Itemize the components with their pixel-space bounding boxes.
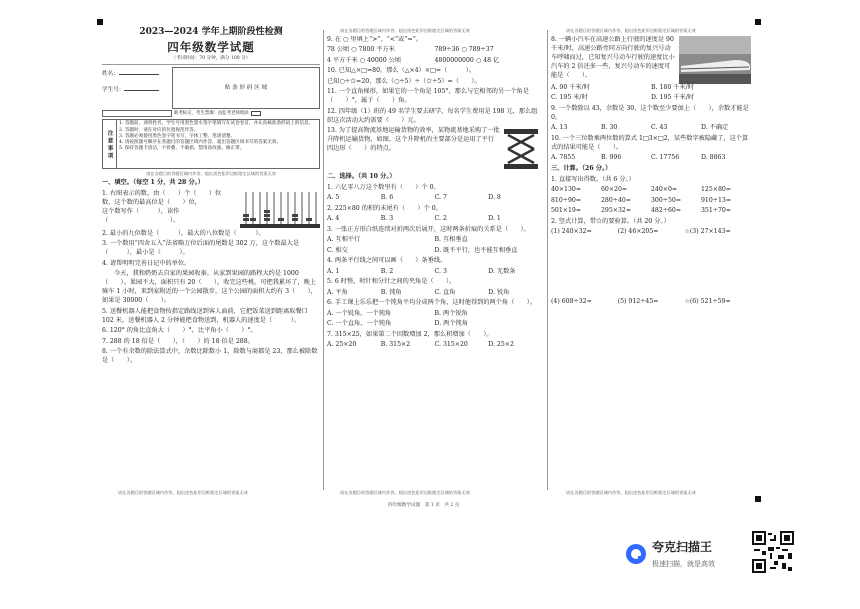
question-1-line: （ ）。 [102,216,180,224]
note-item: 1. 答题前，请将姓名、学生号用黑色墨水签字笔填写在试卷卷首，并认真核准条形码上的信息。 [119,121,314,127]
option[interactable]: A. 13 [551,124,568,132]
notes-list [117,120,319,168]
question-1-line: 1. 右图表示的数，由（ ）个（ ）位 [102,189,222,197]
corner-mark-top-left [97,19,103,25]
option[interactable]: C. 195 米/时 [551,94,588,102]
exam-title: 四年级数学试题 [167,40,255,55]
choice-8-options-b [551,94,751,103]
calc-item: (5) 912÷45= [617,297,659,305]
choice-7-options [327,341,542,350]
calc-item: (4) 608÷32= [551,297,592,305]
section-3-title: 三、计算。（26 分。） [551,165,612,173]
calc-item: 810÷90= [551,196,582,204]
bottom-notice-col2: 请在各题目的答题区域内作答，超出黑色矩形边框限定区域的答案无效 [340,490,470,495]
choice-4-options [327,268,542,277]
student-info-area [102,67,320,109]
note-item: 3. 答题必须使用黑色签字笔书写，字体工整、笔迹清楚。 [119,133,236,139]
absent-label: 缺考标记，考生禁填！由监考老师填涂 [174,110,249,116]
vertical-calc-row-2 [551,298,751,307]
question-6: 6. 120° 的角比直角大（ ）°，比平角小（ ）°。 [102,327,257,335]
option[interactable]: D. 8 [488,194,501,202]
note-item: 4. 请按照题号顺序在各题目的答题区域内作答，超出答题区域书写的答案无效。 [119,139,282,145]
option[interactable]: B. 两个锐角 [434,309,468,317]
barcode-area [172,67,320,109]
calc-row [551,186,751,195]
bottom-notice-col1: 请在各题目的答题区域内作答，超出黑色矩形边框限定区域的答案无效 [118,490,248,495]
option[interactable]: C. 7 [434,194,447,202]
question-11: 11. 一个直角梯形，如果它的一个角是 105°，那么与它相邻的另一个角是（ ）°，属于（ ）角。 [327,88,529,105]
question-1-line: 数，这个数的最高位是（ ）位， [102,198,201,206]
id-input[interactable] [124,90,159,91]
calc-item: 60×20= [601,186,628,194]
scanner-watermark [625,527,765,581]
option[interactable]: A. 4 [327,215,340,223]
option[interactable]: B. 30 [601,124,618,132]
option[interactable]: D. 两个钝角 [434,320,468,328]
question-10-a: 10. 已知△×□=80，那么（△×4）×□=（ ）。 [327,67,476,75]
choice-2: 2. 225×80 的积的末尾有（ ）个 0。 [327,204,442,212]
calc-1-title: 1. 直接写出得数。（共 6 分。） [551,175,635,183]
compare-item: 4800000000 ○ 48 亿 [434,56,500,64]
calc-item: (1) 240×32= [551,228,592,236]
scanner-logo-icon [625,543,647,565]
absent-checkbox[interactable] [251,111,261,116]
option[interactable]: B. 996 [601,154,622,162]
id-label [102,86,172,94]
option[interactable]: D. 既不平行，也不能互相垂直 [434,246,518,254]
option[interactable]: A. 1 [327,267,340,275]
calc-row [551,207,751,216]
option[interactable]: B. 2 [380,267,394,275]
compare-item: 4 平方千米 ○ 40000 公顷 [327,56,402,64]
calc-item: 295×32≈ [601,207,632,215]
option[interactable]: B. 3 [380,215,394,223]
student-fields [102,67,172,109]
exam-term-title: 2023—2024 学年上期阶段性检测 [139,27,283,37]
abacus-image [240,190,320,230]
question-8: 8. 一个有余数的除法算式中，余数比除数小 1，除数与商都是 23，那么被除数是（ ）。 [102,348,318,365]
option[interactable]: D. 25×2 [488,341,514,349]
section-1-title: 一、填空。（每空 1 分，共 28 分。） [102,179,204,187]
question-9-row-1 [327,46,542,55]
calc-item: 125×80= [701,186,732,194]
calc-row [551,197,751,206]
name-label [102,70,172,78]
choice-6: 6. 手工课上乐乐把一个钝角平均分成两个角，这时他得到的两个角（ ）。 [327,299,536,307]
notes-box [102,119,320,169]
high-speed-train-image [679,36,751,84]
choice-5-options [327,289,542,298]
choice-1: 1. 六亿零八万这个数里有（ ）个 0。 [327,183,440,191]
notes-side-label: 注 意 事 项 [103,120,117,168]
watermark-text [652,539,715,570]
compare-item: 789÷36 ○ 789÷37 [434,46,494,54]
option[interactable]: C. 315×20 [434,341,468,349]
choice-6-options-a [327,310,542,319]
option[interactable]: C. 2 [434,215,447,223]
choice-8: 8. 一辆小汽车在高速公路上行驶的速度是 90 千米/时，高速公路旁同方向行驶的复兴号动车呼啸而过，已知复兴号动车行驶的速度比小汽车的 2 倍还多一些，复兴号动车的速度可能是（ ）。 [551,36,675,79]
option[interactable]: A. 7855 [551,154,576,162]
option[interactable]: A. 90 千米/时 [551,84,590,91]
choice-5: 5. 6 时整，时针和分针之间的夹角是（ ）。 [327,278,456,286]
option[interactable]: A. 平角 [327,288,348,296]
choice-7: 7. 315×25，如果第二个因数增加 2，那么积增加（ ）。 [327,330,493,338]
exam-subtitle: （考试时间：70 分钟，满分 100 分） [171,55,251,61]
top-notice-col2: 请在各题目的答题区域内作答，超出黑色矩形边框限定区域的答案无效 [340,28,470,33]
watermark-slogan: 极速扫描，就是高效 [652,560,715,569]
choice-9-options [551,124,751,133]
name-input[interactable] [119,74,159,75]
question-9: 9. 在 ○ 里填上“>”、“<”或“=”。 [327,36,423,43]
choice-3-options-b [327,247,542,256]
option[interactable]: D. 无数条 [488,267,516,275]
calc-item: 482÷60≈ [651,207,682,215]
question-5: 5. 送餐机器人能把食物按指定路线送到客人面前，它把饭菜送到距离取餐口 102 米，送餐机器人 2 分钟能把食物送到，机器人的速度是（ ）。 [102,307,308,324]
question-1-line: 这个数写作（ ），读作 [102,207,180,215]
question-12: 12. 四年级（1）班的 49 名学生要去研学，每名学生费用是 198 元，那么组织这次活动大约需要（ ）元。 [327,107,538,124]
question-3: 3. 一个数用“四舍五入”法省略万位后面的尾数是 302 万，这个数最大是（ ），最小是（ ）。 [102,240,300,257]
left-mid-notice: 请在各题目的答题区域内作答，超出黑色矩形边框限定区域的答案无效 [146,171,276,177]
option[interactable]: D. 不确定 [701,124,729,132]
question-2: 2. 最小的九位数是（ ），最大的八位数是（ ）。 [102,229,265,237]
option[interactable]: D. 8863 [701,154,726,162]
note-item: 2. 答题时，请在对应的位置规范作答。 [119,127,199,133]
calc-2-title: 2. 竖式计算，带☆的要验算。（共 20 分。） [551,217,670,225]
option[interactable]: B. 钝角 [380,288,402,296]
barcode-label: 贴 条 形 码 区 域 [224,85,268,92]
option[interactable]: A. 5 [327,194,340,202]
question-13: 13. 为了提高物流基地运输货物的效率，某物流基地采购了一批升降机运输货物，如图，这个升降机的主要部分是运用了平行四边形（ ）的特点。 [327,127,500,153]
option[interactable]: A. 25×20 [327,341,357,349]
choice-4: 4. 两条平行线之间可以画（ ）条垂线。 [327,257,447,265]
choice-8-options-a [551,84,751,93]
corner-mark-bottom-right [755,496,761,502]
question-9-row-2 [327,57,542,66]
id-label-text: 学生号： [102,87,125,94]
question-4: 4. 请帮明明完善日记中的单位。 [102,259,191,267]
bottom-notice-col3: 请在各题目的答题区域内作答，超出黑色矩形边框限定区域的答案无效 [566,490,696,495]
option[interactable]: A. 一个锐角，一个钝角 [327,309,392,317]
choice-1-options [327,194,542,203]
choice-3-options-a [327,236,542,245]
option[interactable]: B. 互相垂直 [434,236,468,244]
question-4-diary: 今天，我和奶奶去自家的果园收秦。从家到果园的路程大约是 1000（ ）。果园不大，面积只有 20（ ）。收完这些桃，可把我累坏了，晚上骑车 1 小时，来到家附近的一个公园散步，这个公园的面积大约有 3（ ），如果是 30000（ ）。 [102,270,317,305]
column-left [102,26,320,491]
page-footer: 四年级数学试题 第 1 页 共 2 页 [388,503,460,508]
option[interactable]: C. 17756 [651,154,680,162]
choice-2-options [327,215,542,224]
option[interactable]: D. 锐角 [488,288,510,296]
choice-10: 10. 一个三位数乘两位数的算式 1□3×□2，某些数字被隐藏了，这个算式的结果可能是（ ）。 [551,134,749,151]
calc-item: 40×130= [551,186,582,194]
question-1-text [102,190,240,230]
watermark-brand: 夸克扫描王 [652,539,713,554]
corner-mark-top-right [755,19,761,25]
absent-box [102,110,172,117]
absent-mark-row [102,110,320,117]
option[interactable]: A. 互相平行 [327,236,361,244]
section-2-title: 二、选择。（共 10 分。） [327,173,396,181]
calc-item: ☆(3) 27×143= [684,228,731,236]
choice-8-block [551,36,751,84]
compare-item: 78 公顷 ○ 7800 平方米 [327,46,395,54]
question-10-b: 已知○÷☆=20，那么（○÷5）÷（☆÷5）=（ ）。 [327,77,481,85]
question-7: 7. 288 的 18 倍是（ ），（ ）的 18 倍是 288。 [102,337,254,345]
calc-item: ☆(6) 521÷59= [684,297,731,305]
option[interactable]: C. 一个直角，一个钝角 [327,320,392,328]
column-right [551,36,751,486]
option[interactable]: B. 6 [380,194,394,202]
choice-6-options-b [327,320,542,329]
calc-item: (2) 46×205= [617,228,659,236]
column-divider-1 [323,30,324,490]
option[interactable]: C. 直角 [434,288,456,296]
choice-10-options [551,154,751,163]
option[interactable]: D. 1 [488,215,501,223]
option[interactable]: B. 315×2 [380,341,411,349]
note-item: 5. 保持答题卡清洁，不折叠、不破损、禁用涂改液、修正带。 [119,146,245,152]
question-1-block [102,190,320,230]
calc-item: 910÷13= [701,196,732,204]
column-middle [327,36,542,486]
column-divider-2 [547,30,548,490]
option[interactable]: C. 相交 [327,246,348,254]
question-13-block [327,127,542,171]
name-label-text: 姓名： [102,71,119,78]
calc-item: 240×0= [651,186,678,194]
calc-item: 300÷50= [651,196,682,204]
scissor-lift-image [500,127,542,171]
divider [102,64,320,65]
calc-item: 280÷40= [601,196,632,204]
qr-code-image [752,531,794,573]
option[interactable]: D. 195 千米/时 [651,94,695,102]
choice-3: 3. 一张正方形白纸连续对折两次后展开，这时两条折痕的关系是（ ）。 [327,225,530,233]
calc-item: 351÷70≈ [701,207,732,215]
option[interactable]: C. 3 [434,267,447,275]
choice-9: 9. 一个数除以 43，余数是 30，这个数至少要加上（ ），余数才能是 0。 [551,104,749,121]
calc-item: 501×19≈ [551,207,582,215]
top-notice-col3: 请在各题目的答题区域内作答，超出黑色矩形边框限定区域的答案无效 [566,28,696,33]
vertical-calc-row-1 [551,228,751,296]
option[interactable]: B. 180 千米/时 [651,84,694,91]
option[interactable]: C. 43 [651,124,668,132]
